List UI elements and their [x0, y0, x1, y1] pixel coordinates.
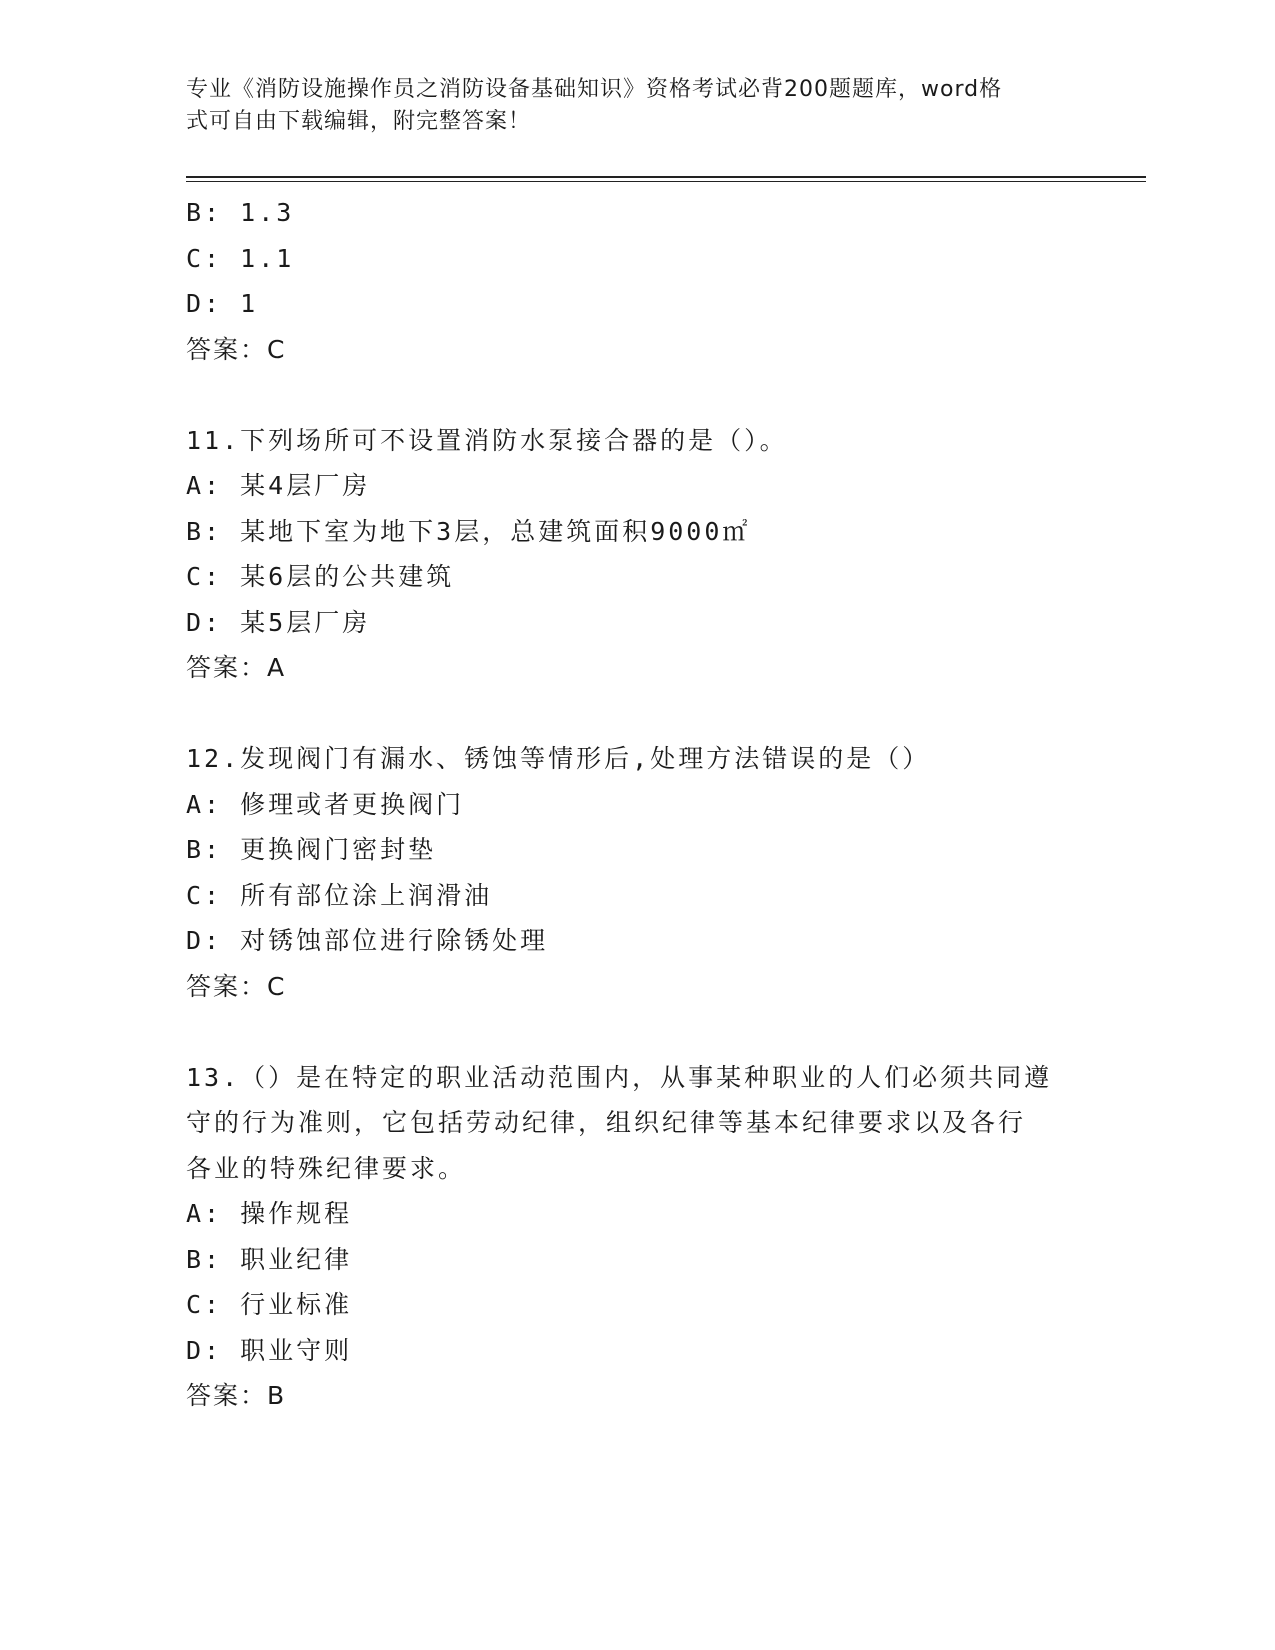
header-line-2: 式可自由下载编辑，附完整答案！	[186, 109, 532, 134]
option-b: B: 职业纪律	[186, 1244, 353, 1274]
option-b: B: 某地下室为地下3层，总建筑面积9000㎡	[186, 516, 751, 546]
option-a: A: 操作规程	[186, 1199, 353, 1228]
question-11	[186, 418, 1086, 691]
question-stem-line-2: 守的行为准则，它包括劳动纪律，组织纪律等基本纪律要求以及各行	[186, 1108, 1027, 1137]
option-b: B: 更换阀门密封垫	[186, 835, 437, 864]
question-stem-line-1: 13.（）是在特定的职业活动范围内，从事某种职业的人们必须共同遵	[186, 1062, 1053, 1092]
header-rule-thin	[186, 181, 1146, 182]
answer: 答案：A	[186, 653, 287, 682]
answer: 答案：C	[186, 334, 287, 364]
page-header	[186, 74, 1066, 138]
answer: 答案：B	[186, 1381, 287, 1410]
header-line-1: 专业《消防设施操作员之消防设备基础知识》资格考试必背200题题库，word格	[186, 77, 1003, 102]
question-10-tail	[186, 190, 1086, 372]
question-stem: 11.下列场所可不设置消防水泵接合器的是（）。	[186, 425, 788, 455]
option-d: D: 对锈蚀部位进行除锈处理	[186, 926, 549, 955]
option-c: C: 1.1	[186, 243, 295, 273]
question-12	[186, 736, 1086, 1009]
question-stem-line-3: 各业的特殊纪律要求。	[186, 1153, 467, 1183]
option-d: D: 某5层厂房	[186, 607, 371, 637]
option-a: A: 某4层厂房	[186, 471, 371, 500]
question-13	[186, 1055, 1086, 1419]
option-c: C: 某6层的公共建筑	[186, 562, 455, 591]
option-b: B: 1.3	[186, 198, 295, 227]
option-a: A: 修理或者更换阀门	[186, 789, 465, 819]
header-rule-thick	[186, 176, 1146, 178]
question-stem: 12.发现阀门有漏水、锈蚀等情形后,处理方法错误的是（）	[186, 744, 931, 773]
option-c: C: 行业标准	[186, 1290, 353, 1319]
option-c: C: 所有部位涂上润滑油	[186, 880, 493, 910]
answer: 答案：C	[186, 971, 287, 1001]
document-body	[186, 190, 1086, 1419]
option-d: D: 职业守则	[186, 1335, 353, 1365]
option-d: D: 1	[186, 289, 259, 318]
